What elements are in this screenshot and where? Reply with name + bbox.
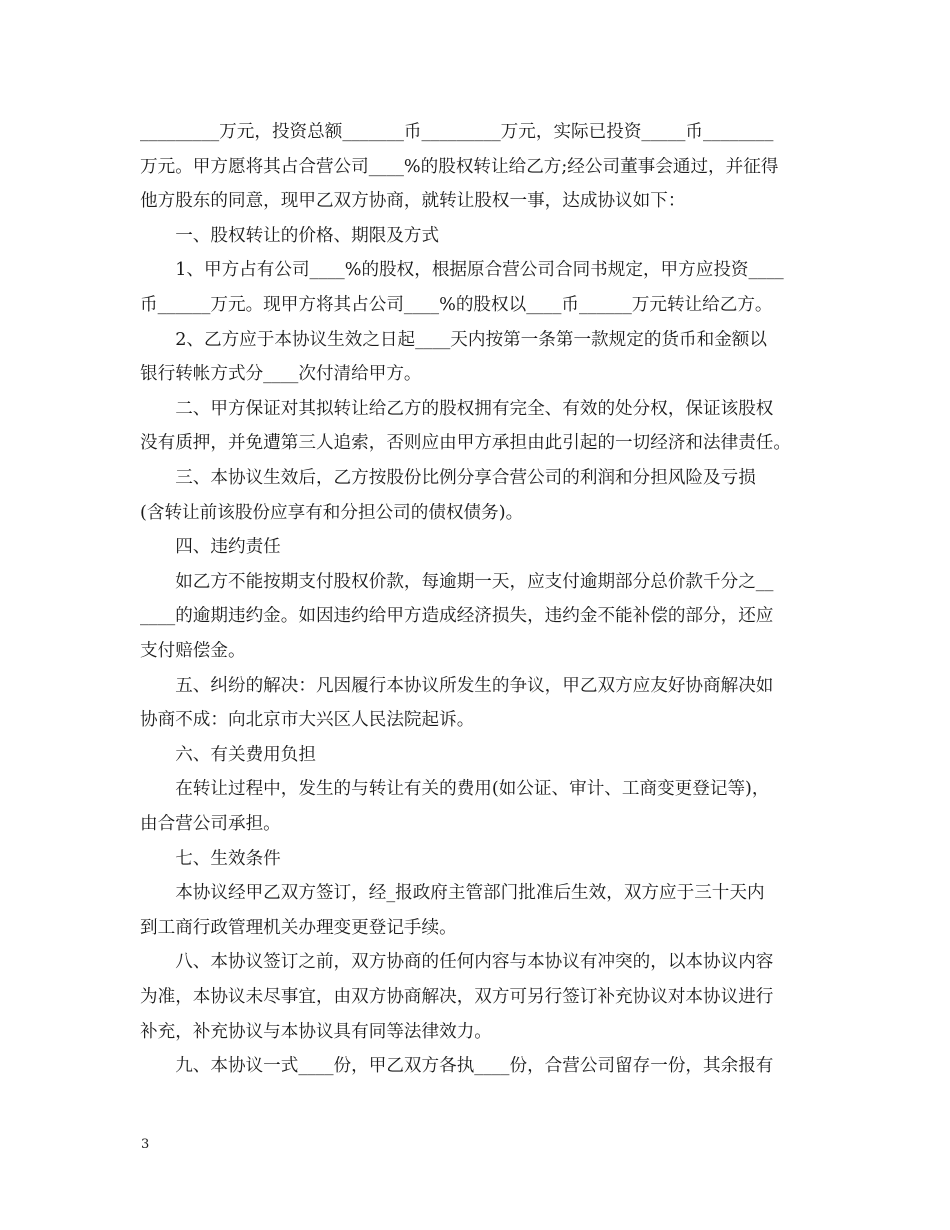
text-line: 四、违约责任 (140, 537, 281, 558)
text-line: ____的逾期违约金。如因违约给甲方造成经济损失，违约金不能补偿的部分，还应 (140, 606, 774, 627)
text-line: 没有质押，并免遭第三人追索，否则应由甲方承担由此引起的一切经济和法律责任。 (140, 433, 791, 454)
text-line: 五、纠纷的解决：凡因履行本协议所发生的争议，甲乙双方应友好协商解决如 (140, 675, 774, 696)
text-line: 七、生效条件 (140, 848, 281, 869)
text-line: 二、甲方保证对其拟转让给乙方的股权拥有完全、有效的处分权，保证该股权 (140, 398, 774, 419)
text-line: 由合营公司承担。 (140, 814, 281, 834)
text-line: 九、本协议一式____份，甲乙双方各执____份，合营公司留存一份，其余报有 (140, 1056, 774, 1077)
text-line: 三、本协议生效后，乙方按股份比例分享合营公司的利润和分担风险及亏损 (140, 468, 756, 488)
text-line: 到工商行政管理机关办理变更登记手续。 (140, 917, 457, 938)
text-line: 补充，补充协议与本协议具有同等法律效力。 (140, 1021, 492, 1042)
text-line: 在转让过程中，发生的与转让有关的费用(如公证、审计、工商变更登记等)， (140, 779, 770, 800)
text-line: 八、本协议签订之前，双方协商的任何内容与本协议有冲突的，以本协议内容 (140, 952, 774, 973)
text-line: 他方股东的同意，现甲乙双方协商，就转让股权一事，达成协议如下： (140, 191, 686, 212)
text-line: 支付赔偿金。 (140, 641, 246, 661)
text-line: 万元。甲方愿将其占合营公司____%的股权转让给乙方;经公司董事会通过，并征得 (140, 156, 779, 177)
text-line: 2、乙方应于本协议生效之日起____天内按第一条第一款规定的货币和金额以 (140, 329, 767, 350)
text-line: 1、甲方占有公司____%的股权，根据原合营公司合同书规定，甲方应投资____ (140, 260, 784, 281)
text-line: (含转让前该股份应享有和分担公司的债权债务)。 (140, 502, 524, 523)
text-line: 本协议经甲乙双方签订，经_报政府主管部门批准后生效，双方应于三十天内 (140, 883, 765, 904)
text-line: 币______万元。现甲方将其占公司____%的股权以____币______万元转让给乙方。 (140, 295, 773, 315)
text-line: 一、股权转让的价格、期限及方式 (140, 225, 440, 246)
text-line: 银行转帐方式分____次付清给甲方。 (140, 364, 422, 385)
text-line: _________万元，投资总额_______币_________万元，实际已投资_____币________ (140, 122, 774, 142)
text-line: 六、有关费用负担 (140, 744, 316, 765)
page-number: 3 (141, 1137, 150, 1152)
text-line: 协商不成：向北京市大兴区人民法院起诉。 (140, 710, 475, 731)
text-line: 为准，本协议未尽事宜，由双方协商解决，双方可另行签订补充协议对本协议进行 (140, 987, 774, 1007)
text-line: 如乙方不能按期支付股权价款，每逾期一天，应支付逾期部分总价款千分之__ (140, 571, 774, 592)
